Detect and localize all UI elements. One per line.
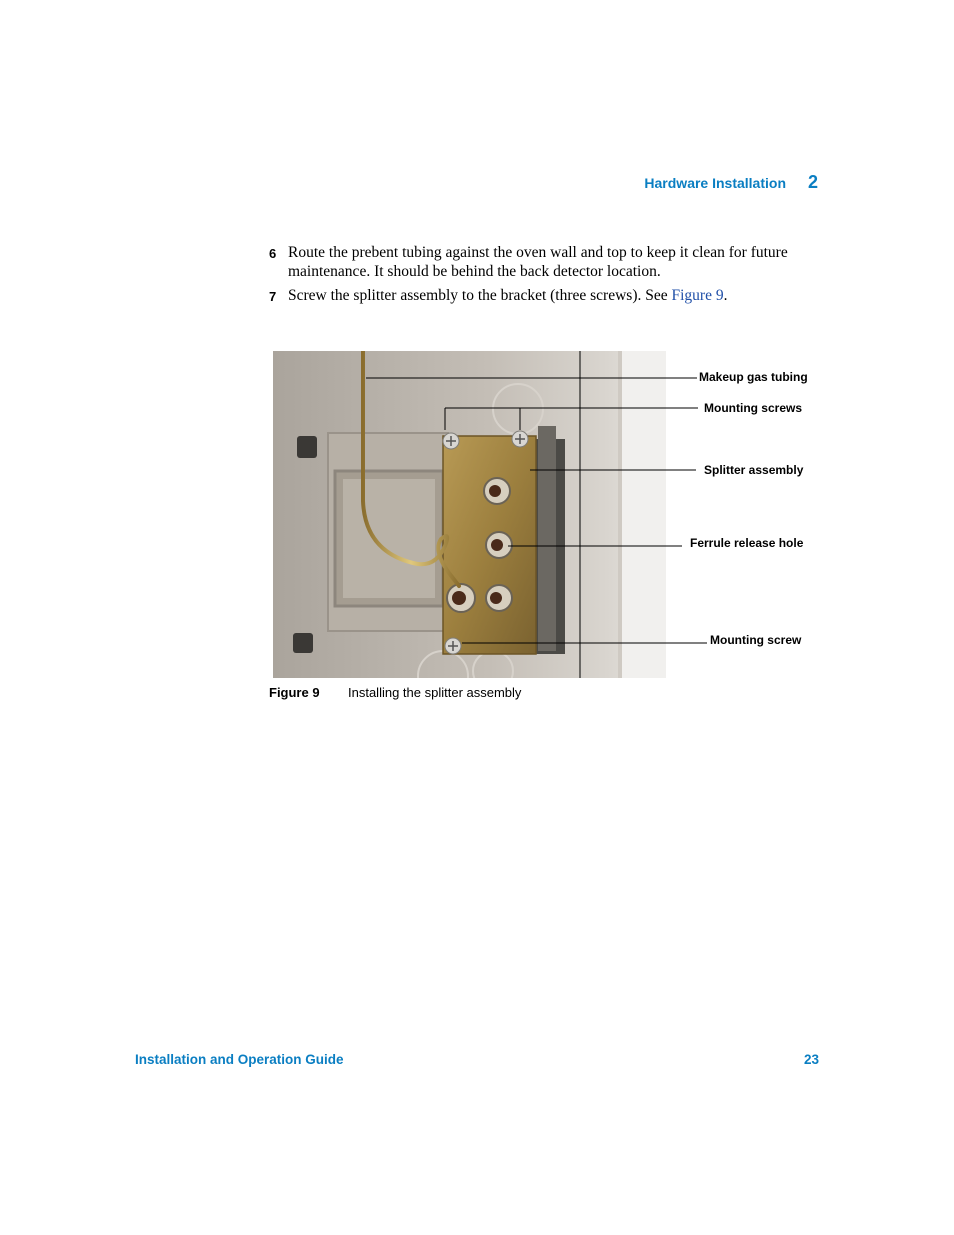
step-text bbox=[288, 286, 829, 305]
step-number: 6 bbox=[269, 246, 277, 261]
step-text-after: . bbox=[723, 287, 728, 304]
callout-splitter-assembly: Splitter assembly bbox=[704, 463, 804, 477]
step-6 bbox=[269, 243, 829, 281]
step-text: Route the prebent tubing against the oven wall and top to keep it clean for future maintenance. It should be behind the back detector location. bbox=[288, 244, 788, 280]
callout-makeup-gas-tubing: Makeup gas tubing bbox=[699, 370, 808, 384]
figure-number: Figure 9 bbox=[269, 685, 320, 700]
footer-guide-title: Installation and Operation Guide bbox=[135, 1052, 344, 1067]
chapter-number: 2 bbox=[808, 172, 819, 192]
running-header-title: Hardware Installation bbox=[644, 175, 786, 191]
splitter-assembly-photo bbox=[273, 351, 666, 678]
callout-mounting-screw: Mounting screw bbox=[710, 633, 802, 647]
figure-9-link[interactable]: Figure 9 bbox=[671, 287, 724, 304]
callout-mounting-screws: Mounting screws bbox=[704, 401, 803, 415]
step-text-before: Screw the splitter assembly to the bracket (three screws). See bbox=[288, 287, 672, 304]
page-number: 23 bbox=[803, 1052, 819, 1067]
step-number: 7 bbox=[269, 289, 277, 304]
callout-ferrule-release-hole: Ferrule release hole bbox=[690, 536, 804, 550]
step-7 bbox=[269, 286, 829, 305]
figure-caption: Installing the splitter assembly bbox=[348, 685, 522, 700]
